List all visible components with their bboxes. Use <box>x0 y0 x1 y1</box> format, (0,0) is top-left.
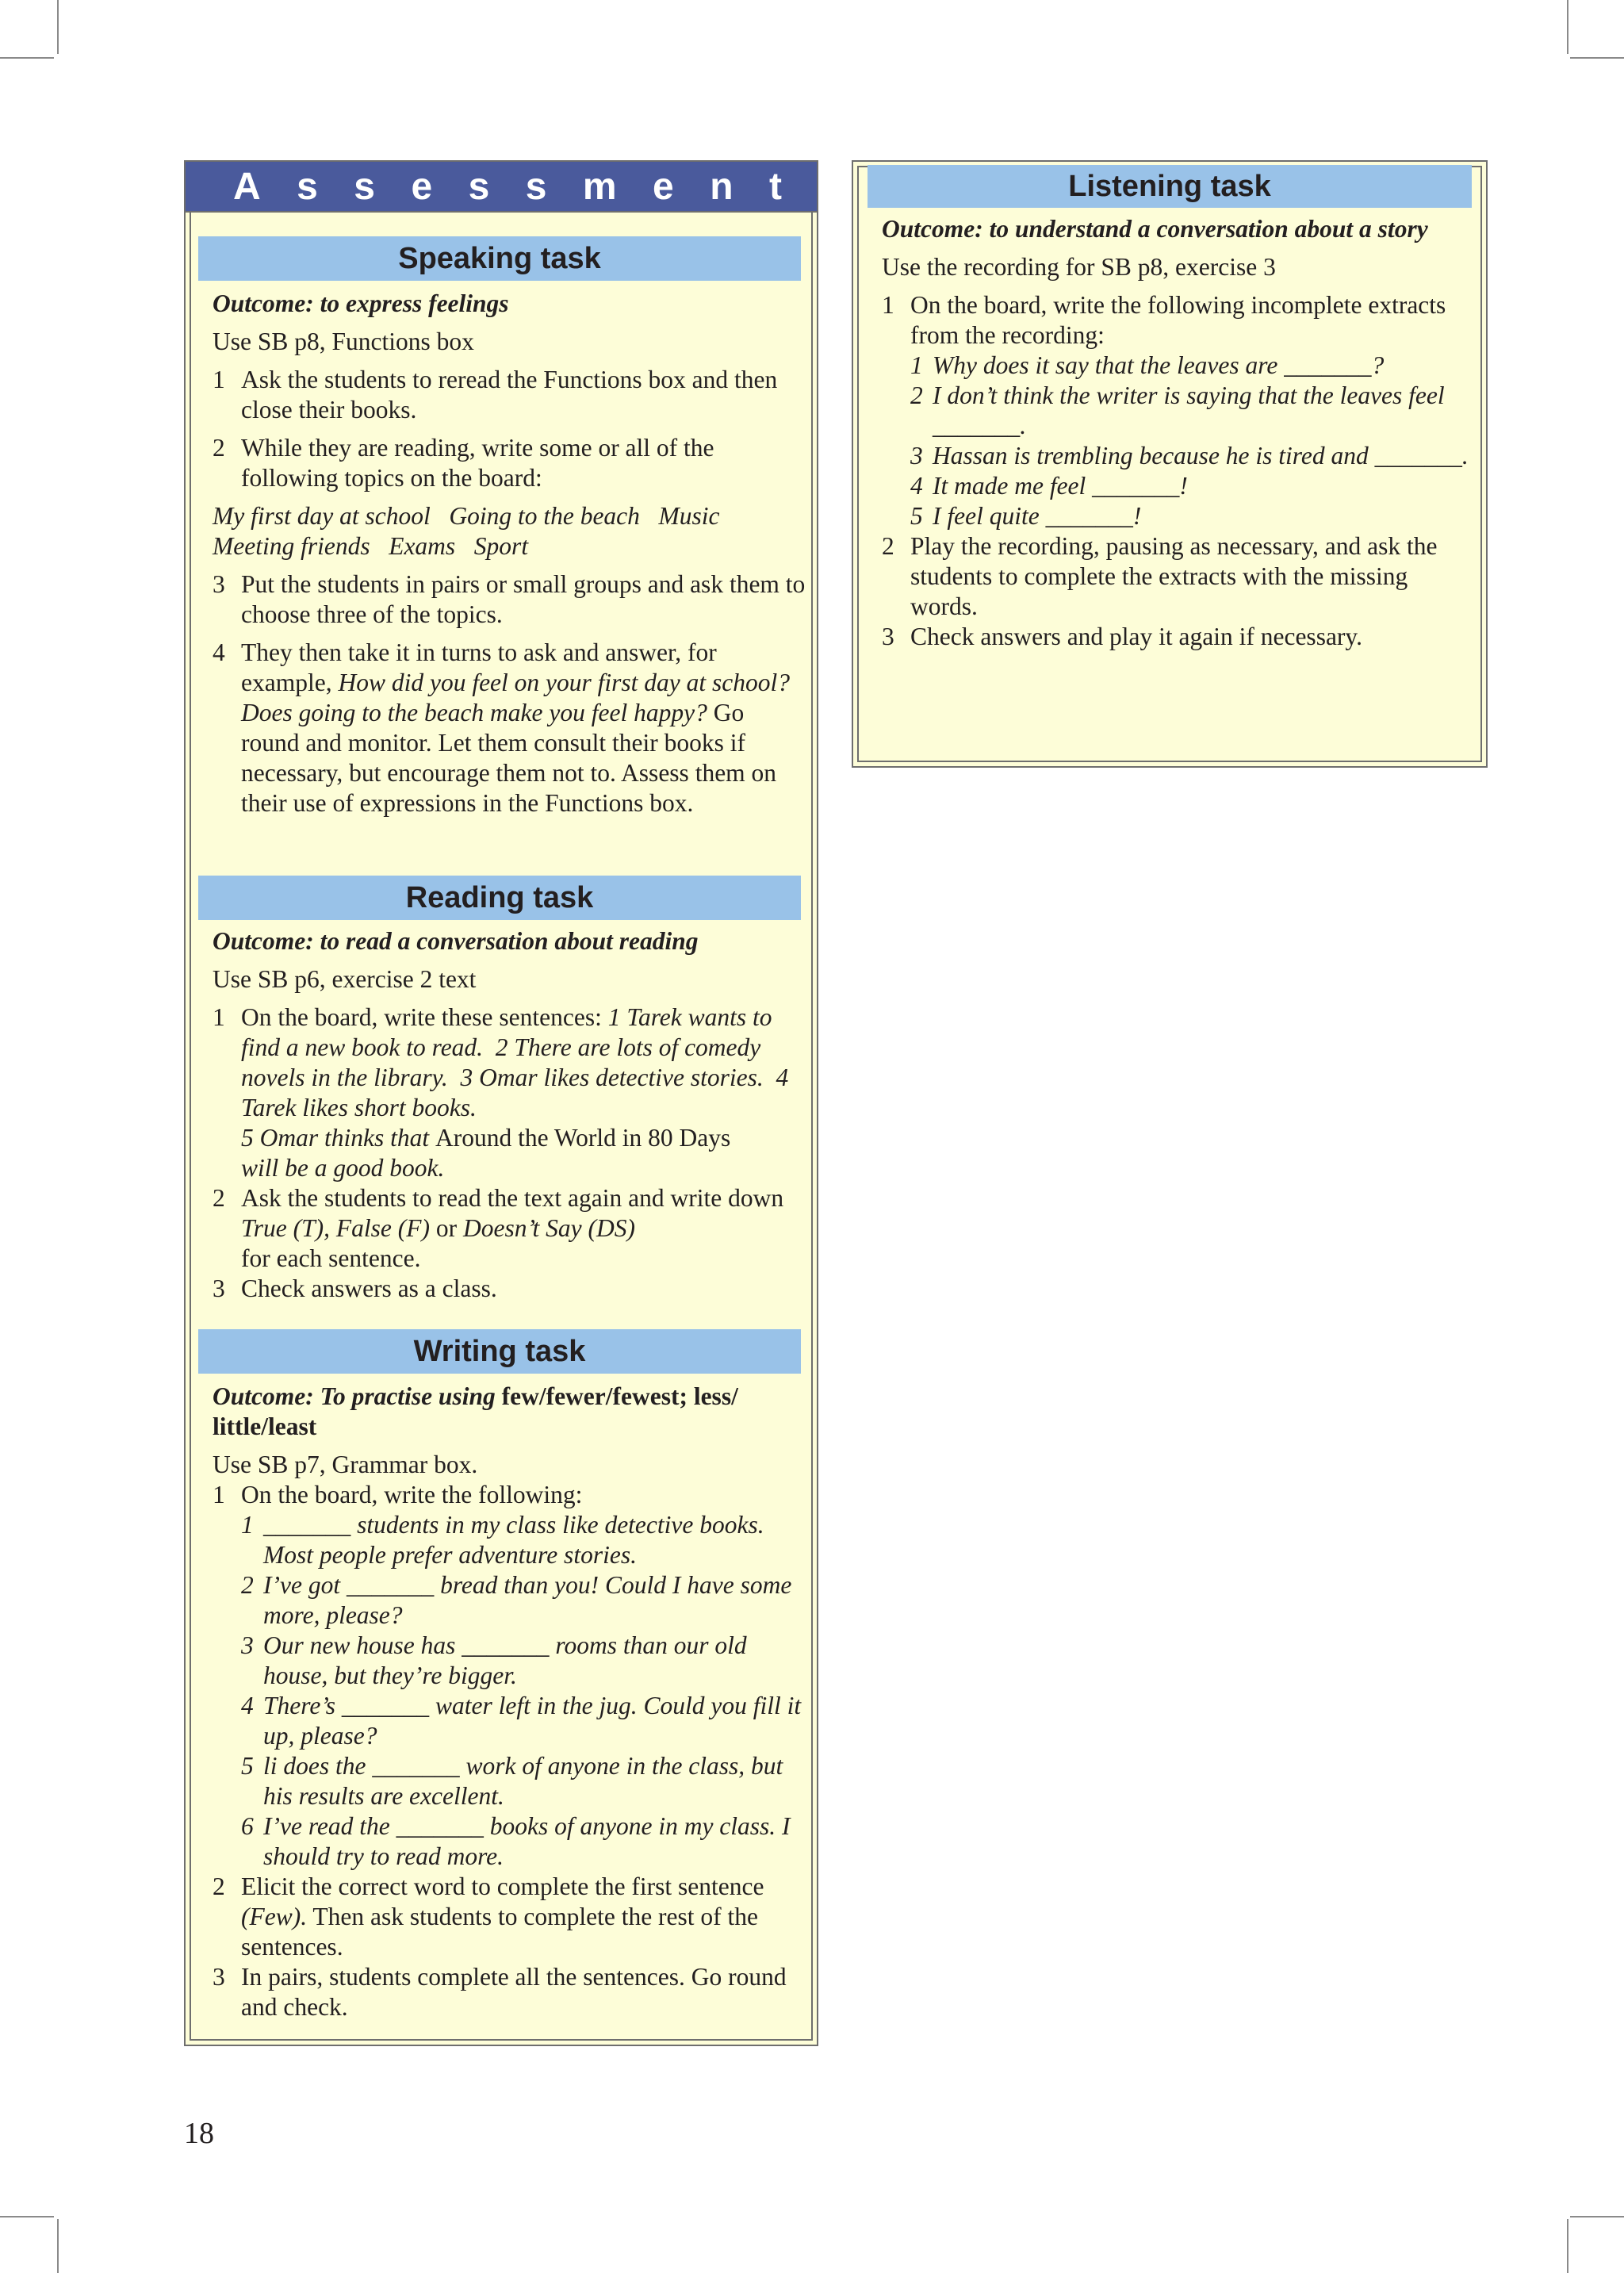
list-item: 1 On the board, write the following: <box>213 1481 583 1508</box>
assessment-banner <box>184 160 818 213</box>
list-item: 1 Ask the students to reread the Functions box and then close their books. <box>213 366 778 424</box>
list-item: 2 While they are reading, write some or all of the following topics on the board: <box>213 434 714 492</box>
reading-use: Use SB p6, exercise 2 text <box>213 965 477 993</box>
reading-outcome: Outcome: to read a conversation about reading <box>213 927 699 955</box>
list-item: 2 Play the recording, pausing as necessary, and ask the students to complete the extracts with the missing words. <box>882 532 1438 620</box>
list-item: 3 Put the students in pairs or small groups and ask them to choose three of the topics. <box>213 570 806 628</box>
extract-item: 1 Why does it say that the leaves are _______? <box>910 351 1385 379</box>
crop-mark <box>1567 2219 1568 2273</box>
extract-item: 4 It made me feel _______! <box>910 472 1188 500</box>
crop-mark <box>0 2216 54 2217</box>
banner-letter: s <box>525 165 547 208</box>
banner-letter: e <box>411 165 433 208</box>
exercise-item: 4 There’s _______ water left in the jug. Could you fill it up, please? <box>241 1692 802 1750</box>
listening-section <box>882 214 1475 652</box>
writing-section <box>213 1382 806 2022</box>
crop-mark <box>57 2219 59 2273</box>
listening-heading: Listening task <box>868 165 1472 208</box>
list-item: 2 Ask the students to read the text again and write down True (T), False (F) or Doesn’t Say (DS) for each sentence. <box>213 1184 784 1272</box>
banner-letter: s <box>297 165 318 208</box>
banner-letter: s <box>354 165 375 208</box>
banner-letter: e <box>653 165 674 208</box>
page-number: 18 <box>184 2117 214 2150</box>
banner-letter: m <box>582 165 617 208</box>
reading-heading: Reading task <box>198 876 801 920</box>
exercise-item: 6 I’ve read the _______ books of anyone in my class. I should try to read more. <box>241 1812 791 1870</box>
list-item: 3 In pairs, students complete all the sentences. Go round and check. <box>213 1963 787 2021</box>
exercise-item: 5 li does the _______ work of anyone in the class, but his results are excellent. <box>241 1752 783 1810</box>
list-item: 3 Check answers and play it again if necessary. <box>882 623 1362 650</box>
exercise-item: 3 Our new house has _______ rooms than our old house, but they’re bigger. <box>241 1631 747 1689</box>
crop-mark <box>0 57 54 59</box>
speaking-outcome: Outcome: to express feelings <box>213 289 509 317</box>
listening-outcome: Outcome: to understand a conversation about a story <box>882 215 1428 243</box>
list-item: 4 They then take it in turns to ask and answer, for example, How did you feel on your first day at school? Does going to the beach make you feel happy? Go round and monitor. Let them consult their books if necessary, but encourage them not to. Assess them on their use of expressions in the Functions box. <box>213 638 791 817</box>
extract-item: 3 Hassan is trembling because he is tired and _______. <box>910 442 1469 470</box>
topics-line: My first day at school Going to the beach Music <box>213 502 720 530</box>
reading-section <box>213 926 806 1304</box>
banner-letter: A <box>233 165 261 208</box>
speaking-use: Use SB p8, Functions box <box>213 328 474 355</box>
speaking-section <box>213 289 806 818</box>
crop-mark <box>1570 2216 1624 2217</box>
list-item: 1 On the board, write these sentences: 1 Tarek wants to find a new book to read. 2 There are lots of comedy novels in the library. 3 Omar likes detective stories. 4 Tarek likes short books. 5 Omar thinks that Around the World in 80 Days will be a good book. <box>213 1003 795 1182</box>
list-item: 3 Check answers as a class. <box>213 1274 497 1302</box>
writing-heading: Writing task <box>198 1329 801 1374</box>
crop-mark <box>1567 0 1568 54</box>
extract-item: 2 I don’t think the writer is saying that the leaves feel _______. <box>910 381 1445 439</box>
exercise-item: 2 I’ve got _______ bread than you! Could I have some more, please? <box>241 1571 792 1629</box>
banner-letter: n <box>710 165 733 208</box>
crop-mark <box>1570 57 1624 59</box>
banner-letter: s <box>468 165 490 208</box>
list-item: 2 Elicit the correct word to complete the first sentence (Few). Then ask students to complete the rest of the sentences. <box>213 1872 764 1961</box>
topics-line: Meeting friends Exams Sport <box>213 532 529 560</box>
writing-outcome: Outcome: To practise using few/fewer/fewest; less/ little/least <box>213 1382 738 1440</box>
crop-mark <box>57 0 59 54</box>
speaking-heading: Speaking task <box>198 236 801 281</box>
listening-use: Use the recording for SB p8, exercise 3 <box>882 253 1276 281</box>
banner-letter: t <box>768 165 782 208</box>
extract-item: 5 I feel quite _______! <box>910 502 1142 530</box>
exercise-item: 1 _______ students in my class like detective books. Most people prefer adventure stories. <box>241 1511 764 1569</box>
writing-use: Use SB p7, Grammar box. <box>213 1451 478 1478</box>
list-item: 1 On the board, write the following incomplete extracts from the recording: <box>882 291 1446 349</box>
